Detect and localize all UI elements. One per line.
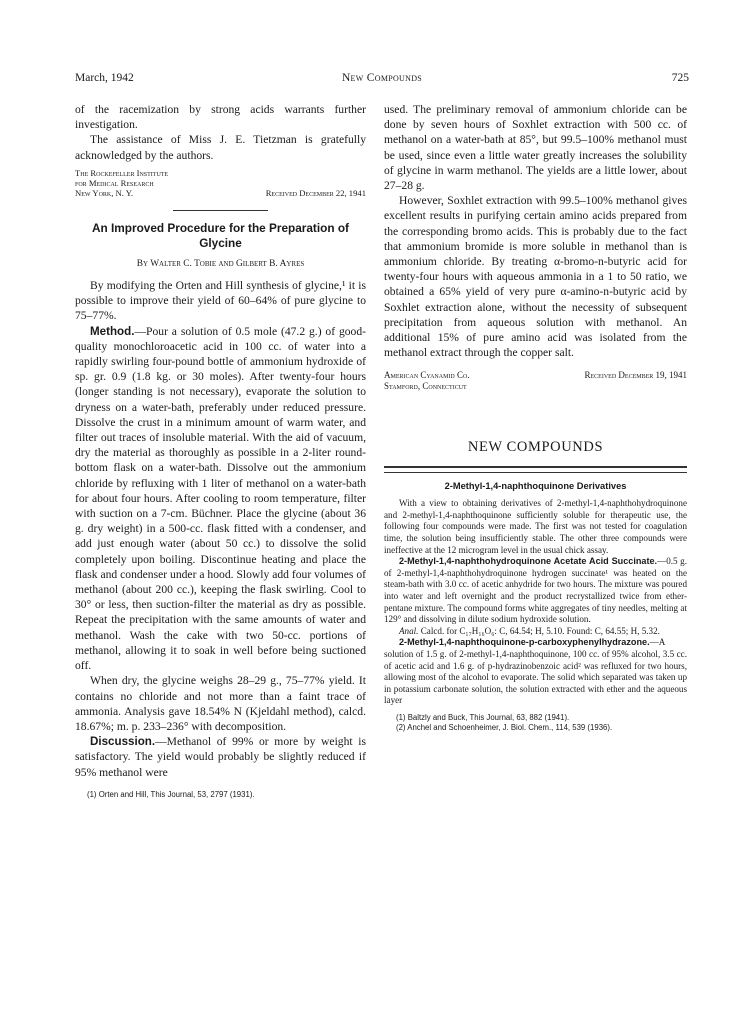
running-header bbox=[75, 72, 689, 88]
footnote: (2) Anchel and Schoenheimer, J. Biol. Chem., 114, 539 (1936). bbox=[396, 722, 613, 732]
affiliation-block bbox=[384, 370, 687, 392]
received-date: Received December 19, 1941 bbox=[584, 370, 687, 381]
paragraph: of the racemization by strong acids warrants further investigation. bbox=[75, 103, 366, 132]
institution-block bbox=[75, 168, 366, 198]
method-heading: Method. bbox=[90, 324, 135, 338]
article-title: An Improved Procedure for the Preparation of Glycine bbox=[92, 220, 349, 250]
affiliation-row bbox=[384, 370, 687, 381]
analysis-text: Calcd. for C₁₇H₁₆O₆: C, 64.54; H, 5.10. Found: C, 64.55; H, 5.32. bbox=[420, 625, 660, 636]
subsection-title: 2-Methyl-1,4-naphthoquinone Derivatives bbox=[444, 480, 627, 491]
right-column bbox=[384, 102, 687, 733]
header-date: March, 1942 bbox=[75, 72, 134, 84]
affiliation-line: American Cyanamid Co. bbox=[384, 370, 470, 381]
footnote: (1) Orten and Hill, This Journal, 53, 2797 (1931). bbox=[87, 789, 255, 799]
paragraph: With a view to obtaining derivatives of 2-methyl-1,4-naphthohydroquinone and 2-methyl-1,4-naphthoquinone sufficiently soluble for therapeutic use, the following four compounds were made. The first was not tested for coagulation time, the solution being insufficiently stable. The other three compounds were ineffective at the 12 microgram level in the usual chick assay. bbox=[384, 498, 687, 555]
compound-text: —A solution of 1.5 g. of 2-methyl-1,4-naphthoquinone, 100 cc. of 95% alcohol, 3.5 cc. of acetic acid and 1.6 g. of p-hydrazinobenzoic acid² was refluxed for two hours, allowing most of the alcohol to evaporate. The solid which separated was taken up in potassium carbonate solution, the solution extracted with ether and the aqueous layer bbox=[384, 637, 687, 706]
section-divider bbox=[173, 210, 268, 211]
footnote: (1) Baltzly and Buck, This Journal, 63, 882 (1941). bbox=[396, 712, 570, 722]
institution-line: The Rockefeller Institute bbox=[75, 167, 169, 178]
footnotes bbox=[75, 790, 366, 800]
section-rule bbox=[384, 466, 687, 473]
affiliation-line: Stamford, Connecticut bbox=[384, 381, 467, 392]
method-paragraph bbox=[75, 324, 366, 674]
compound-paragraph bbox=[384, 556, 687, 626]
footnotes bbox=[384, 713, 687, 733]
new-compounds-section bbox=[384, 481, 687, 733]
acknowledgment: The assistance of Miss J. E. Tietzman is gratefully acknowledged by the authors. bbox=[75, 133, 366, 162]
received-date: Received December 22, 1941 bbox=[265, 187, 366, 198]
paragraph: used. The preliminary removal of ammonium chloride can be done by seven hours of Soxhlet extraction with 500 cc. of methanol on a water-bath at 85°, but 99.5–100% methanol must be used, since even a little water greatly increases the solubility of glycine in warm methanol. The yields are a little lower, about 27–28 g. bbox=[384, 103, 687, 193]
discussion-heading: Discussion. bbox=[90, 735, 156, 749]
institution-line: New York, N. Y. bbox=[75, 187, 133, 198]
institution-line: for Medical Research bbox=[75, 177, 154, 188]
compound-heading: 2-Methyl-1,4-naphthoquinone-p-carboxyphenylhydrazone. bbox=[399, 637, 650, 648]
compound-text: —0.5 g. of 2-methyl-1,4-naphthohydroquinone hydrogen succinate¹ was heated on the steam-bath with 3.0 cc. of acetic anhydride for two hours. The mixture was poured into water and left overnight and the product recrystallized twice from ether-pentane mixture. The compound forms white aggregates of tiny needles, melting at 129° and dissolving in dilute sodium hydroxide solution. bbox=[384, 556, 688, 625]
page-number: 725 bbox=[671, 72, 689, 84]
compound-heading: 2-Methyl-1,4-naphthohydroquinone Acetate Acid Succinate. bbox=[399, 556, 658, 567]
method-text: —Pour a solution of 0.5 mole (47.2 g.) of good-quality monochloroacetic acid in 100 cc. of water into a rapidly swirling four-pound bottle of ammonium hydroxide of sp. gr. 0.9 (1.8 kg. or 30 moles). After twenty-four hours (longer standing is not necessary), evaporate the solution to dryness on a water-bath, preferably under reduced pressure. Dissolve the crust in a minimum amount of warm water, and filter out traces of insoluble material. With the aid of vacuum, dry the material as thoroughly as possible in a 2-liter round-bottom flask on a water-bath. Dissolve out the ammonium chloride by refluxing with 1 liter of methanol on a water-bath for about four hours. After cooling to room temperature, filter with suction on a 7-cm. Büchner. Place the glycine (about 36 g. dry weight) in a 500-cc. flask fitted with a condenser, and add just enough water (about 50 cc.) to dissolve the solid completely upon boiling. Discontinue heating and place the flask and condenser under a hood. Slowly add four volumes of methanol (about 200 cc.), keeping the flask swirling. Cool to 30° or less, then suction-filter the material as dry as possible. Repeat the precipitation with the same amounts of water and methanol. Wash the cake with two 50-cc. portions of methanol, allowing it to soak in well before being suctioned off. bbox=[75, 324, 366, 673]
paragraph: When dry, the glycine weighs 28–29 g., 75–77% yield. It contains no chloride and not more than a faint trace of ammonia. Analysis gave 18.54% N (Kjeldahl method), calcd. 18.67%; m. p. 233–236° with decomposition. bbox=[75, 674, 366, 733]
byline: By Walter C. Tobie and Gilbert B. Ayres bbox=[136, 258, 305, 269]
analysis-label: Anal. bbox=[399, 625, 419, 636]
paragraph: However, Soxhlet extraction with 99.5–100% methanol gives excellent results in purifying certain amino acids prepared from the corresponding bromo acids. This is probably due to the fact that ammonium bromide is more soluble in methanol than is ammonium chloride. By treating α-bromo-n-butyric acid for twenty-four hours with aqueous ammonia in a 1 to 50 ratio, we obtained a 65% yield of very pure α-amino-n-butyric acid by Soxhlet extraction alone, without the necessity of subsequent precipitation from aqueous solution with methanol. An additional 15% of pure amino acid was isolated from the methanol extract through the copper salt. bbox=[384, 194, 687, 360]
analysis-paragraph bbox=[384, 626, 687, 638]
left-column bbox=[75, 102, 366, 800]
paragraph: By modifying the Orten and Hill synthesis of glycine,¹ it is possible to improve their yield of 60–64% of pure glycine to 75–77%. bbox=[75, 279, 366, 323]
discussion-text: —Methanol of 99% or more by weight is satisfactory. The yield would probably be slightly reduced if 95% methanol were bbox=[75, 735, 366, 779]
institution-received-row bbox=[75, 188, 366, 198]
discussion-paragraph bbox=[75, 734, 366, 780]
section-title: NEW COMPOUNDS bbox=[467, 439, 604, 456]
header-section: New Compounds bbox=[341, 72, 423, 84]
compound-paragraph bbox=[384, 637, 687, 707]
